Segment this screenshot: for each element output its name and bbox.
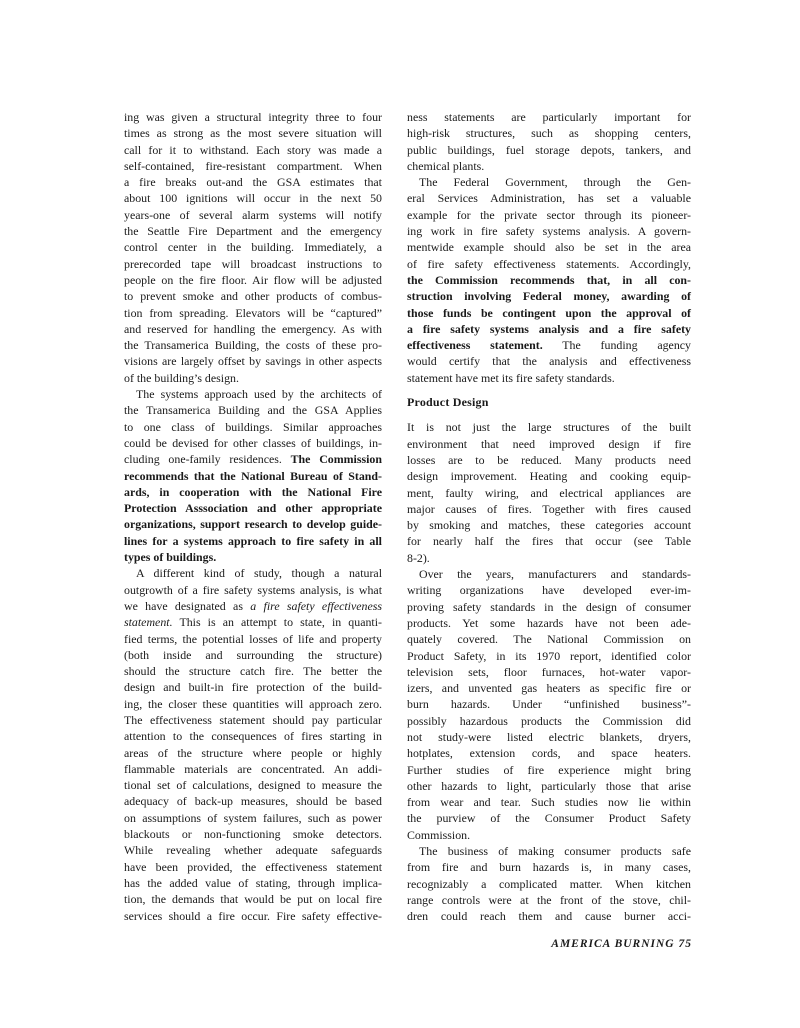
text-line: the purview of the Consumer Product Safety bbox=[407, 811, 691, 826]
text-line: the Transamerica Building, the costs of these pro- bbox=[124, 338, 382, 353]
text-line: for nearly half the fires that occur (see Table bbox=[407, 534, 691, 549]
text-line: services should a fire occur. Fire safety effective- bbox=[124, 908, 382, 923]
text-line: the Seattle Fire Department and the emergency bbox=[124, 224, 382, 239]
text-line: burn hazards. Under “unfinished business”- bbox=[407, 697, 691, 712]
text-line: about 100 ignitions will occur in the next 50 bbox=[124, 191, 382, 206]
text-line: of fire safety effectiveness statements. Accordingly, bbox=[407, 256, 691, 271]
text-line: public buildings, fuel storage depots, tankers, and bbox=[407, 142, 691, 157]
text-line: It is not just the large structures of the built bbox=[407, 420, 691, 435]
text-line: statement have met its fire safety standards. bbox=[407, 370, 615, 385]
text-line: mentwide example should also be set in the area bbox=[407, 240, 691, 255]
text-line: products. Yet some hazards have not been ade- bbox=[407, 615, 691, 630]
text-line: the Commission recommends that, in all con- bbox=[407, 272, 691, 287]
text-line: prerecorded tape will broadcast instructions to bbox=[124, 256, 382, 271]
text-line: While revealing whether adequate safeguards bbox=[124, 843, 382, 858]
right-column bbox=[407, 109, 691, 925]
text-line: major causes of fires. Together with fires caused bbox=[407, 501, 691, 516]
text-line: environment that need improved design if fire bbox=[407, 436, 691, 451]
left-column bbox=[124, 109, 382, 924]
text-line: from wear and tear. Such studies now lie within bbox=[407, 795, 691, 810]
section-heading: Product Design bbox=[407, 395, 489, 410]
text-line: would certify that the analysis and effectiveness bbox=[407, 354, 691, 369]
text-line: recognizably a complicated matter. When kitchen bbox=[407, 876, 691, 891]
text-line: times as strong as the most severe situation will bbox=[124, 126, 382, 141]
text-line: outgrowth of a fire safety systems analysis, is what bbox=[124, 582, 382, 597]
text-line: A different kind of study, though a natural bbox=[136, 566, 382, 581]
text-line: chemical plants. bbox=[407, 158, 485, 173]
text-line: other hazards to light, particularly those that arise bbox=[407, 778, 691, 793]
text-line: struction involving Federal money, awarding of bbox=[407, 289, 691, 304]
text-line: lines for a systems approach to fire safety in all bbox=[124, 533, 382, 548]
text-line: ards, in cooperation with the National Fire bbox=[124, 484, 382, 499]
text-line: flammable materials are concentrated. An addi- bbox=[124, 761, 382, 776]
text-line: 8-2). bbox=[407, 550, 430, 565]
text-line: a fire breaks out-and the GSA estimates that bbox=[124, 175, 382, 190]
text-line: (both inside and surrounding the structure) bbox=[124, 647, 382, 662]
text-line: control center in the building. Immediately, a bbox=[124, 240, 382, 255]
text-line: the Transamerica Building and the GSA Applies bbox=[124, 403, 382, 418]
text-line: statement. This is an attempt to state, in quanti- bbox=[124, 615, 382, 630]
text-line: Protection Asssociation and other appropriate bbox=[124, 501, 382, 516]
text-line: cluding one-family residences. The Commission bbox=[124, 452, 382, 467]
text-line: to prevent smoke and other products of combus- bbox=[124, 289, 382, 304]
text-line: and reserved for handling the emergency. As with bbox=[124, 321, 382, 336]
text-line: adequacy of back-up measures, should be based bbox=[124, 794, 382, 809]
text-line: blackouts or non-functioning smoke detectors. bbox=[124, 827, 382, 842]
text-line: proving safety standards in the design of consumer bbox=[407, 599, 691, 614]
text-line: years-one of several alarm systems will notify bbox=[124, 207, 382, 222]
text-line: fied terms, the potential losses of life and property bbox=[124, 631, 382, 646]
text-line: Product Safety, in its 1970 report, identified color bbox=[407, 648, 691, 663]
text-line: Over the years, manufacturers and standards- bbox=[419, 567, 691, 582]
text-line: losses are to be reduced. Many products need bbox=[407, 452, 691, 467]
text-line: types of buildings. bbox=[124, 550, 217, 565]
text-line: ness statements are particularly important for bbox=[407, 110, 691, 124]
text-line: self-contained, fire-resistant compartment. When bbox=[124, 158, 382, 173]
text-line: hotplates, extension cords, and space heaters. bbox=[407, 746, 691, 761]
text-line: could be devised for other classes of buildings, in- bbox=[124, 435, 382, 450]
text-line: effectiveness statement. The funding agency bbox=[407, 338, 691, 353]
text-line: a fire safety systems analysis and a fire safety bbox=[407, 321, 691, 336]
text-line: The effectiveness statement should pay particular bbox=[124, 712, 382, 727]
text-line: eral Services Administration, has set a valuable bbox=[407, 191, 691, 206]
text-line: dren could reach them and cause burner acci- bbox=[407, 909, 691, 924]
text-line: Further studies of fire experience might bring bbox=[407, 762, 691, 777]
text-line: those funds be contingent upon the approval of bbox=[407, 305, 691, 320]
right-column-bottom-text bbox=[407, 419, 691, 924]
text-line: high-risk structures, such as shopping centers, bbox=[407, 126, 691, 141]
text-line: ing was given a structural integrity three to four bbox=[124, 110, 382, 124]
text-line: to one class of buildings. Similar approaches bbox=[124, 419, 382, 434]
page-footer: AMERICA BURNING 75 bbox=[551, 938, 692, 950]
text-line: ment, faulty wiring, and electrical appliances are bbox=[407, 485, 691, 500]
text-line: have been provided, the effectiveness statement bbox=[124, 859, 382, 874]
text-line: writing organizations have developed ever-im- bbox=[407, 583, 691, 598]
text-line: organizations, support research to develop guide- bbox=[124, 517, 382, 532]
text-line: tion, the demands that would be put on local fire bbox=[124, 892, 382, 907]
text-line: possibly hazardous products the Commission did bbox=[407, 713, 691, 728]
text-line: ing work in fire safety systems analysis. A govern- bbox=[407, 224, 691, 239]
text-line: design and built-in fire protection of the build- bbox=[124, 680, 382, 695]
text-line: The systems approach used by the architects of bbox=[136, 387, 382, 402]
text-line: recommends that the National Bureau of Stand- bbox=[124, 468, 382, 483]
text-line: Commission. bbox=[407, 827, 471, 842]
right-column-top-text bbox=[407, 109, 691, 386]
text-line: example for the private sector through its pioneer- bbox=[407, 207, 691, 222]
text-line: from fire and burn hazards is, in many cases, bbox=[407, 860, 691, 875]
text-line: visions are largely offset by savings in other aspects bbox=[124, 354, 382, 369]
text-line: should the structure catch fire. The better the bbox=[124, 664, 382, 679]
text-line: tional set of calculations, designed to measure the bbox=[124, 778, 382, 793]
text-line: has the added value of stating, through implica- bbox=[124, 875, 382, 890]
text-line: areas of the structure where people or highly bbox=[124, 745, 382, 760]
text-line: izers, and unvented gas heaters as specific fire or bbox=[407, 681, 691, 696]
text-line: television sets, floor furnaces, hot-water vapor- bbox=[407, 664, 691, 679]
text-line: not study-were listed electric blankets, dryers, bbox=[407, 729, 691, 744]
text-line: of the building’s design. bbox=[124, 370, 239, 385]
text-line: The Federal Government, through the Gen- bbox=[419, 175, 691, 190]
text-line: call for it to withstand. Each story was made a bbox=[124, 142, 382, 157]
text-line: design improvement. Heating and cooking equip- bbox=[407, 469, 691, 484]
text-line: attention to the consequences of fires starting in bbox=[124, 729, 382, 744]
text-line: we have designated as a fire safety effectiveness bbox=[124, 598, 383, 613]
text-line: on assumptions of system failures, such as power bbox=[124, 810, 382, 825]
text-line: range controls were at the front of the stove, chil- bbox=[407, 892, 691, 907]
text-line: The business of making consumer products safe bbox=[419, 844, 691, 859]
text-line: people on the fire floor. Air flow will be adjusted bbox=[124, 272, 382, 287]
text-line: by smoking and matches, these categories account bbox=[407, 518, 691, 533]
text-line: tion from spreading. Elevators will be “captured” bbox=[124, 305, 382, 320]
text-line: ing, the closer these quantities will approach zero. bbox=[124, 696, 382, 711]
text-line: quately covered. The National Commission on bbox=[407, 632, 691, 647]
